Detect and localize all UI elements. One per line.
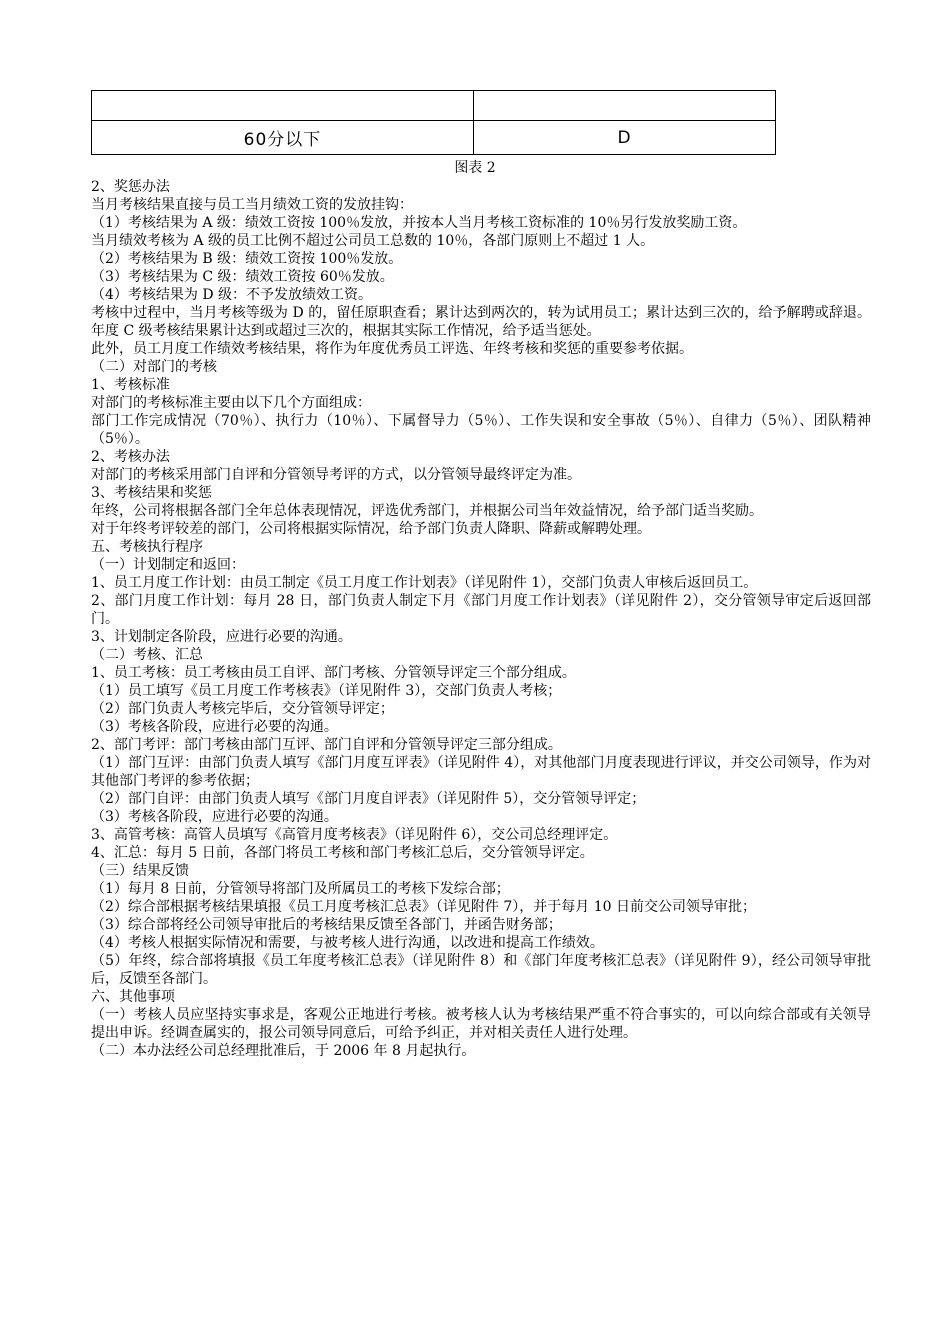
paragraph: （2）部门自评：由部门负责人填写《部门月度自评表》（详见附件 5），交分管领导评定； <box>91 791 646 807</box>
paragraph: 3、计划制定各阶段，应进行必要的沟通。 <box>91 629 352 645</box>
grade-table <box>91 90 776 155</box>
section-heading: 六、其他事项 <box>91 989 175 1005</box>
paragraph: 2、部门月度工作计划：每月 28 日，部门负责人制定下月《部门月度工作计划表》（详见附件 2），交分管领导审定后返回部门。 <box>91 593 871 627</box>
paragraph: 当月绩效考核为 A 级的员工比例不超过公司员工总数的 10％，各部门原则上不超过 1 人。 <box>91 233 655 249</box>
paragraph: 考核中过程中，当月考核等级为 D 的，留任原职查看；累计达到两次的，转为试用员工；累计达到三次的，给予解聘或辞退。年度 C 级考核结果累计达到或超过三次的，根据其实际工作情况，给予适当惩处。 <box>91 305 871 339</box>
section-heading: （三）结果反馈 <box>91 863 189 879</box>
paragraph: 对部门的考核采用部门自评和分管领导考评的方式，以分管领导最终评定为准。 <box>91 467 581 483</box>
paragraph: （3）考核结果为 C 级：绩效工资按 60％发放。 <box>91 269 394 285</box>
paragraph: （1）考核结果为 A 级：绩效工资按 100％发放，并按本人当月考核工资标准的 10％另行发放奖励工资。 <box>91 215 747 231</box>
paragraph: 4、汇总：每月 5 日前，各部门将员工考核和部门考核汇总后，交分管领导评定。 <box>91 845 594 861</box>
paragraph: （3）综合部将经公司领导审批后的考核结果反馈至各部门，并函告财务部； <box>91 917 562 933</box>
section-heading: 1、考核标准 <box>91 377 170 393</box>
paragraph: （1）员工填写《员工月度工作考核表》（详见附件 3），交部门负责人考核； <box>91 683 562 699</box>
paragraph: 3、高管考核：高管人员填写《高管月度考核表》（详见附件 6），交公司总经理评定。 <box>91 827 618 843</box>
section-heading: （二）对部门的考核 <box>91 359 217 375</box>
paragraph: （2）综合部根据考核结果填报《员工月度考核汇总表》（详见附件 7），并于每月 10 日前交公司领导审批； <box>91 899 756 915</box>
grade-cell: D <box>474 121 776 155</box>
paragraph: （5）年终，综合部将填报《员工年度考核汇总表》（详见附件 8）和《部门年度考核汇总表》（详见附件 9），经公司领导审批后，反馈至各部门。 <box>91 953 871 987</box>
grade-cell <box>474 91 776 121</box>
section-heading: 3、考核结果和奖惩 <box>91 485 212 501</box>
paragraph: （1）部门互评：由部门负责人填写《部门月度互评表》（详见附件 4），对其他部门月度表现进行评议，并交公司领导，作为对其他部门考评的参考依据； <box>91 755 871 789</box>
paragraph: （2）考核结果为 B 级：绩效工资按 100％发放。 <box>91 251 403 267</box>
paragraph: （4）考核人根据实际情况和需要，与被考核人进行沟通，以改进和提高工作绩效。 <box>91 935 604 951</box>
paragraph: 对部门的考核标准主要由以下几个方面组成： <box>91 395 371 411</box>
document-body <box>91 178 871 1060</box>
section-heading: 2、奖惩办法 <box>91 179 170 195</box>
paragraph: （3）考核各阶段，应进行必要的沟通。 <box>91 719 338 735</box>
paragraph: （1）每月 8 日前，分管领导将部门及所属员工的考核下发综合部； <box>91 881 510 897</box>
score-cell <box>92 91 474 121</box>
paragraph: （二）本办法经公司总经理批准后，于 2006 年 8 月起执行。 <box>91 1043 476 1059</box>
paragraph: （一）考核人员应坚持实事求是，客观公正地进行考核。被考核人认为考核结果严重不符合事实的，可以向综合部或有关领导提出申诉。经调查属实的，报公司领导同意后，可给予纠正，并对相关责任人进行处理。 <box>91 1007 871 1041</box>
score-cell: 60分以下 <box>92 121 474 155</box>
table-row <box>92 121 776 155</box>
paragraph: 1、员工考核：员工考核由员工自评、部门考核、分管领导评定三个部分组成。 <box>91 665 576 681</box>
paragraph: （2）部门负责人考核完毕后，交分管领导评定； <box>91 701 394 717</box>
section-heading: 五、考核执行程序 <box>91 539 203 555</box>
paragraph: （3）考核各阶段，应进行必要的沟通。 <box>91 809 338 825</box>
section-heading: （二）考核、汇总 <box>91 647 203 663</box>
section-heading: 2、考核办法 <box>91 449 170 465</box>
paragraph: 此外，员工月度工作绩效考核结果，将作为年度优秀员工评选、年终考核和奖惩的重要参考依据。 <box>91 341 693 357</box>
paragraph: 2、部门考评：部门考核由部门互评、部门自评和分管领导评定三部分组成。 <box>91 737 562 753</box>
section-heading: （一）计划制定和返回： <box>91 557 245 573</box>
paragraph: （4）考核结果为 D 级：不予发放绩效工资。 <box>91 287 373 303</box>
paragraph: 对于年终考评较差的部门，公司将根据实际情况，给予部门负责人降职、降薪或解聘处理。 <box>91 521 651 537</box>
paragraph: 1、员工月度工作计划：由员工制定《员工月度工作计划表》（详见附件 1），交部门负责人审核后返回员工。 <box>91 575 758 591</box>
table-caption: 图表 2 <box>454 160 496 176</box>
paragraph: 当月考核结果直接与员工当月绩效工资的发放挂钩： <box>91 197 413 213</box>
paragraph: 年终，公司将根据各部门全年总体表现情况，评选优秀部门，并根据公司当年效益情况，给予部门适当奖励。 <box>91 503 763 519</box>
table-row <box>92 91 776 121</box>
paragraph: 部门工作完成情况（70％）、执行力（10％）、下属督导力（5％）、工作失误和安全事故（5％）、自律力（5％）、团队精神（5％）。 <box>91 413 871 447</box>
